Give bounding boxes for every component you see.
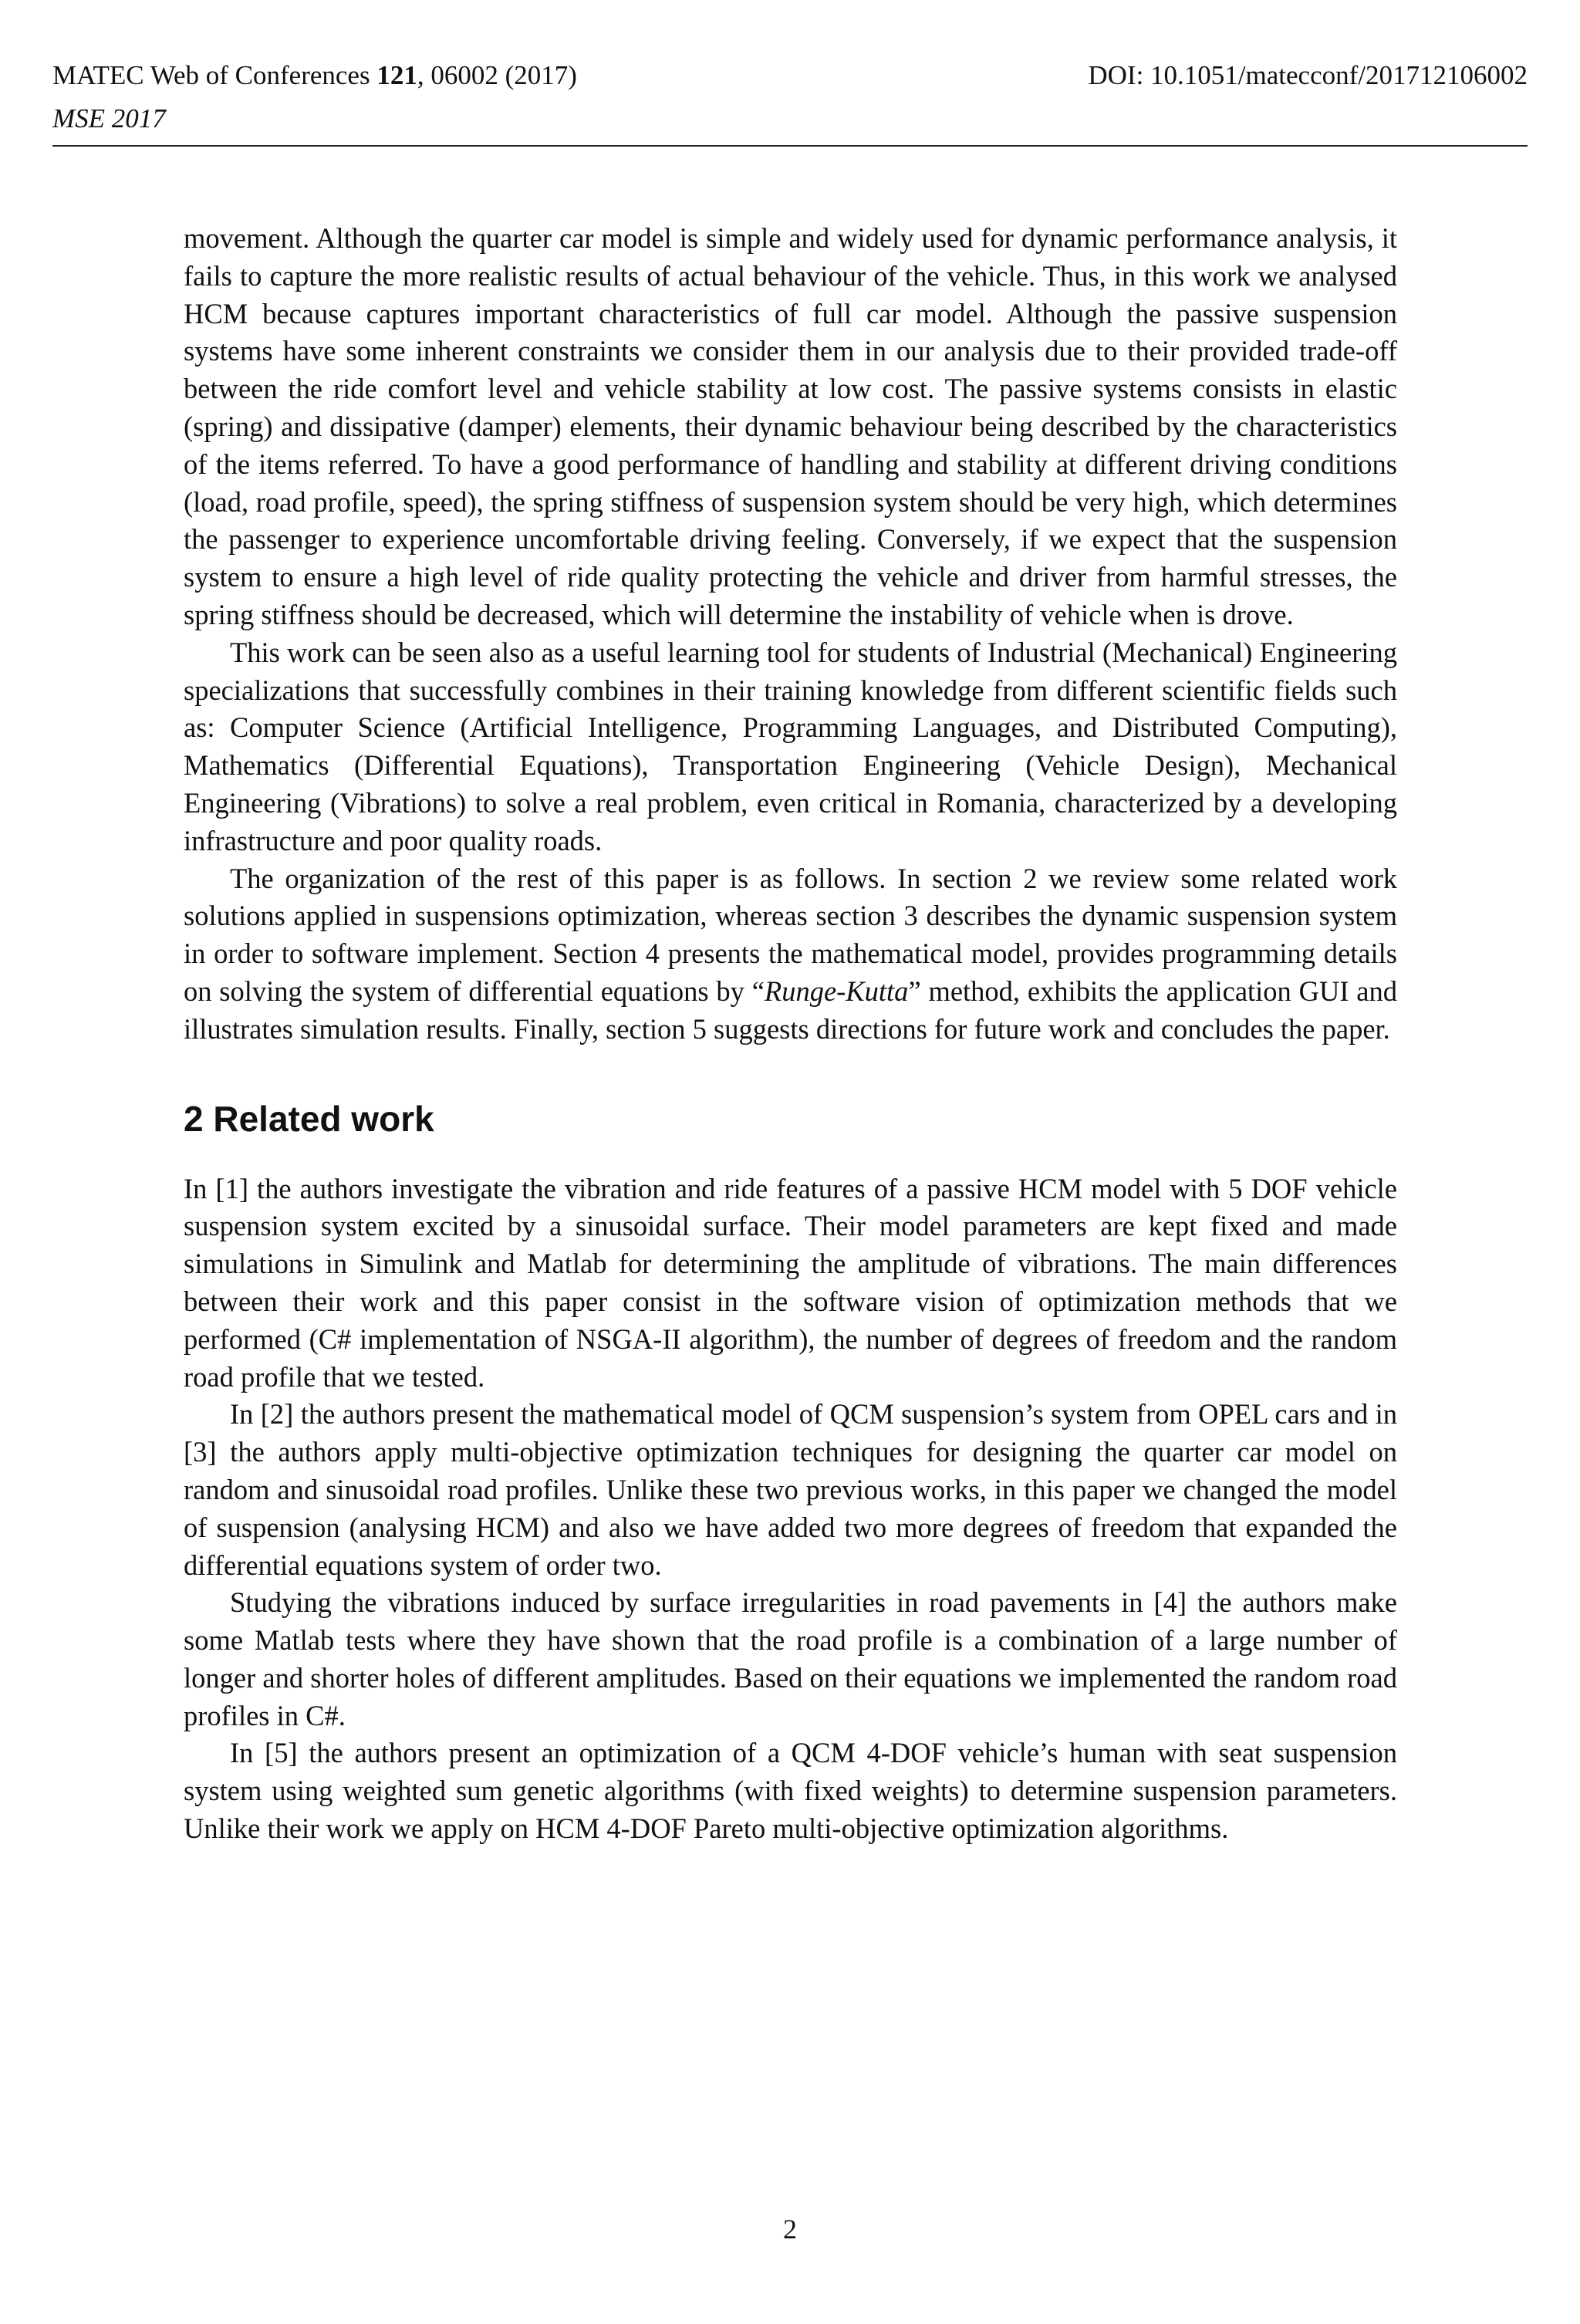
header-rule bbox=[52, 145, 1528, 147]
journal-suffix: , 06002 (2017) bbox=[417, 60, 577, 90]
doi: DOI: 10.1051/matecconf/201712106002 bbox=[1088, 60, 1528, 90]
paragraph-related-2: In [2] the authors present the mathematical model of QCM suspension’s system from OPEL cars and in [3] the authors apply multi-objective optimization techniques for designing the quarter car model on random and sinusoidal road profiles. Unlike these two previous works, in this paper we changed the model of suspension (analysing HCM) and also we have added two more degrees of freedom that expanded the differential equations system of order two. bbox=[184, 1398, 1397, 1581]
paragraph-learning-tool: This work can be seen also as a useful learning tool for students of Industrial (Mechanical) Engineering specializations that successfully combines in their training knowledge from different scientific fields such as: Computer Science (Artificial Intelligence, Programming Languages, and Distributed Computing), Mathematics (Differential Equations), Transportation Engineering (Vehicle Design), Mechanical Engineering (Vibrations) to solve a real problem, even critical in Romania, characterized by a developing infrastructure and poor quality roads. bbox=[184, 636, 1397, 856]
section-heading: 2 Related work bbox=[184, 1098, 434, 1139]
journal-citation bbox=[52, 60, 577, 91]
journal-prefix: MATEC Web of Conferences bbox=[52, 60, 377, 90]
paragraph-related-3: Studying the vibrations induced by surface irregularities in road pavements in [4] the authors make some Matlab tests where they have shown that the road profile is a combination of a large number of longer and shorter holes of different amplitudes. Based on their equations we implemented the random road profiles in C#. bbox=[184, 1586, 1397, 1731]
paragraph-related-4: In [5] the authors present an optimization of a QCM 4-DOF vehicle’s human with seat suspension system using weighted sum genetic algorithms (with fixed weights) to determine suspension parameters. Unlike their work we apply on HCM 4-DOF Pareto multi-objective optimization algorithms. bbox=[184, 1737, 1397, 1845]
paragraph-organization bbox=[184, 860, 1397, 1049]
organization-text-before: The organization of the rest of this paper is as follows. In section 2 we review some related work solutions applied in suspensions optimization, whereas section 3 describes the dynamic suspension system in order to software implement. Section 4 presents the mathematical model, provides programming details on solving the system of differential equations by “ bbox=[184, 862, 1397, 1007]
page-number: 2 bbox=[783, 2214, 797, 2245]
conference-name: MSE 2017 bbox=[52, 103, 166, 133]
paragraph-related-1: In [1] the authors investigate the vibration and ride features of a passive HCM model with 5 DOF vehicle suspension system excited by a sinusoidal surface. Their model parameters are kept fixed and made simulations in Simulink and Matlab for determining the amplitude of vibrations. The main differences between their work and this paper consist in the software vision of optimization methods that we performed (C# implementation of NSGA-II algorithm), the number of degrees of freedom and the random road profile that we tested. bbox=[184, 1172, 1397, 1393]
paragraph-continuation: movement. Although the quarter car model is simple and widely used for dynamic performance analysis, it fails to capture the more realistic results of actual behaviour of the vehicle. Thus, in this work we analysed HCM because captures important characteristics of full car model. Although the passive suspension systems have some inherent constraints we consider them in our analysis due to their provided trade-off between the ride comfort level and vehicle stability at low cost. The passive systems consists in elastic (spring) and dissipative (damper) elements, their dynamic behaviour being described by the characteristics of the items referred. To have a good performance of handling and stability at different driving conditions (load, road profile, speed), the spring stiffness of suspension system should be very high, which determines the passenger to experience uncomfortable driving feeling. Conversely, if we expect that the suspension system to ensure a high level of ride quality protecting the vehicle and driver from harmful stresses, the spring stiffness should be decreased, which will determine the instability of vehicle when is drove. bbox=[184, 222, 1397, 630]
volume-number: 121 bbox=[376, 60, 417, 90]
organization-text-after: ” method, exhibits the application GUI and illustrates simulation results. Finally, section 5 suggests directions for future work and concludes the paper. bbox=[184, 975, 1398, 1045]
page-body bbox=[184, 220, 1397, 1848]
method-name: Runge-Kutta bbox=[764, 975, 909, 1007]
